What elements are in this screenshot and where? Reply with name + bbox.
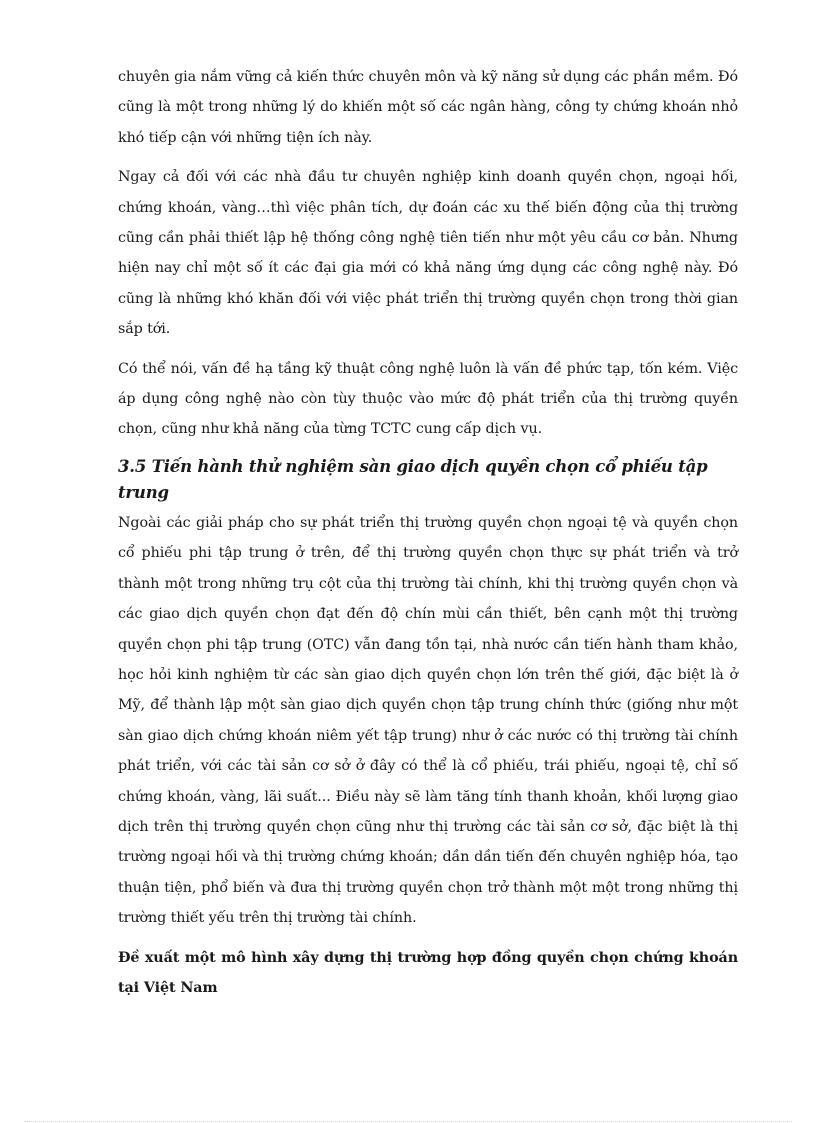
body-paragraph-4: Ngoài các giải pháp cho sự phát triển thị trường quyền chọn ngoại tệ và quyền chọn cổ phiếu phi tập trung ở trên, để thị trường quyền chọn thực sự phát triển và trở thành một trong những trụ cột của thị trường tài chính, khi thị trường quyền chọn và các giao dịch quyền chọn đạt đến độ chín mùi cần thiết, bên cạnh một thị trường quyền chọn phi tập trung (OTC) vẫn đang tồn tại, nhà nước cần tiến hành tham khảo, học hỏi kinh nghiệm từ các sàn giao dịch quyền chọn lớn trên thế giới, đặc biệt là ở Mỹ, để thành lập một sàn giao dịch quyền chọn tập trung chính thức (giống như một sàn giao dịch chứng khoán niêm yết tập trung) như ở các nước có thị trường tài chính phát triển, với các tài sản cơ sở ở đây có thể là cổ phiếu, trái phiếu, ngoại tệ, chỉ số chứng khoán, vàng, lãi suất... Điều này sẽ làm tăng tính thanh khoản, khối lượng giao dịch trên thị trường quyền chọn cũng như thị trường các tài sản cơ sở, đặc biệt là thị trường ngoại hối và thị trường chứng khoán; dần dần tiến đến chuyên nghiệp hóa, tạo thuận tiện, phổ biến và đưa thị trường quyền chọn trở thành một một trong những thị trường thiết yếu trên thị trường tài chính. <box>118 514 738 927</box>
page-bottom-divider <box>24 1121 792 1122</box>
body-paragraph-1: chuyên gia nắm vững cả kiến thức chuyên môn và kỹ năng sử dụng các phần mềm. Đó cũng là một trong những lý do khiến một số các ngân hàng, công ty chứng khoán nhỏ khó tiếp cận với những tiện ích này. <box>118 69 738 146</box>
bold-subheading-paragraph: Đề xuất một mô hình xây dựng thị trường hợp đồng quyền chọn chứng khoán tại Việt Nam <box>118 949 738 996</box>
body-paragraph-2: Ngay cả đối với các nhà đầu tư chuyên nghiệp kinh doanh quyền chọn, ngoại hối, chứng khoán, vàng…thì việc phân tích, dự đoán các xu thế biến động của thị trường cũng cần phải thiết lập hệ thống công nghệ tiên tiến như một yêu cầu cơ bản. Nhưng hiện nay chỉ một số ít các đại gia mới có khả năng ứng dụng các công nghệ này. Đó cũng là những khó khăn đối với việc phát triển thị trường quyền chọn trong thời gian sắp tới. <box>118 169 738 338</box>
document-page <box>118 62 738 1003</box>
body-paragraph-3: Có thể nói, vấn đề hạ tầng kỹ thuật công nghệ luôn là vấn đề phức tạp, tốn kém. Việc áp dụng công nghệ nào còn tùy thuộc vào mức độ phát triển của thị trường quyền chọn, cũng như khả năng của từng TCTC cung cấp dịch vụ. <box>118 360 738 438</box>
section-heading: 3.5 Tiến hành thử nghiệm sàn giao dịch quyền chọn cổ phiếu tập trung <box>118 456 708 502</box>
